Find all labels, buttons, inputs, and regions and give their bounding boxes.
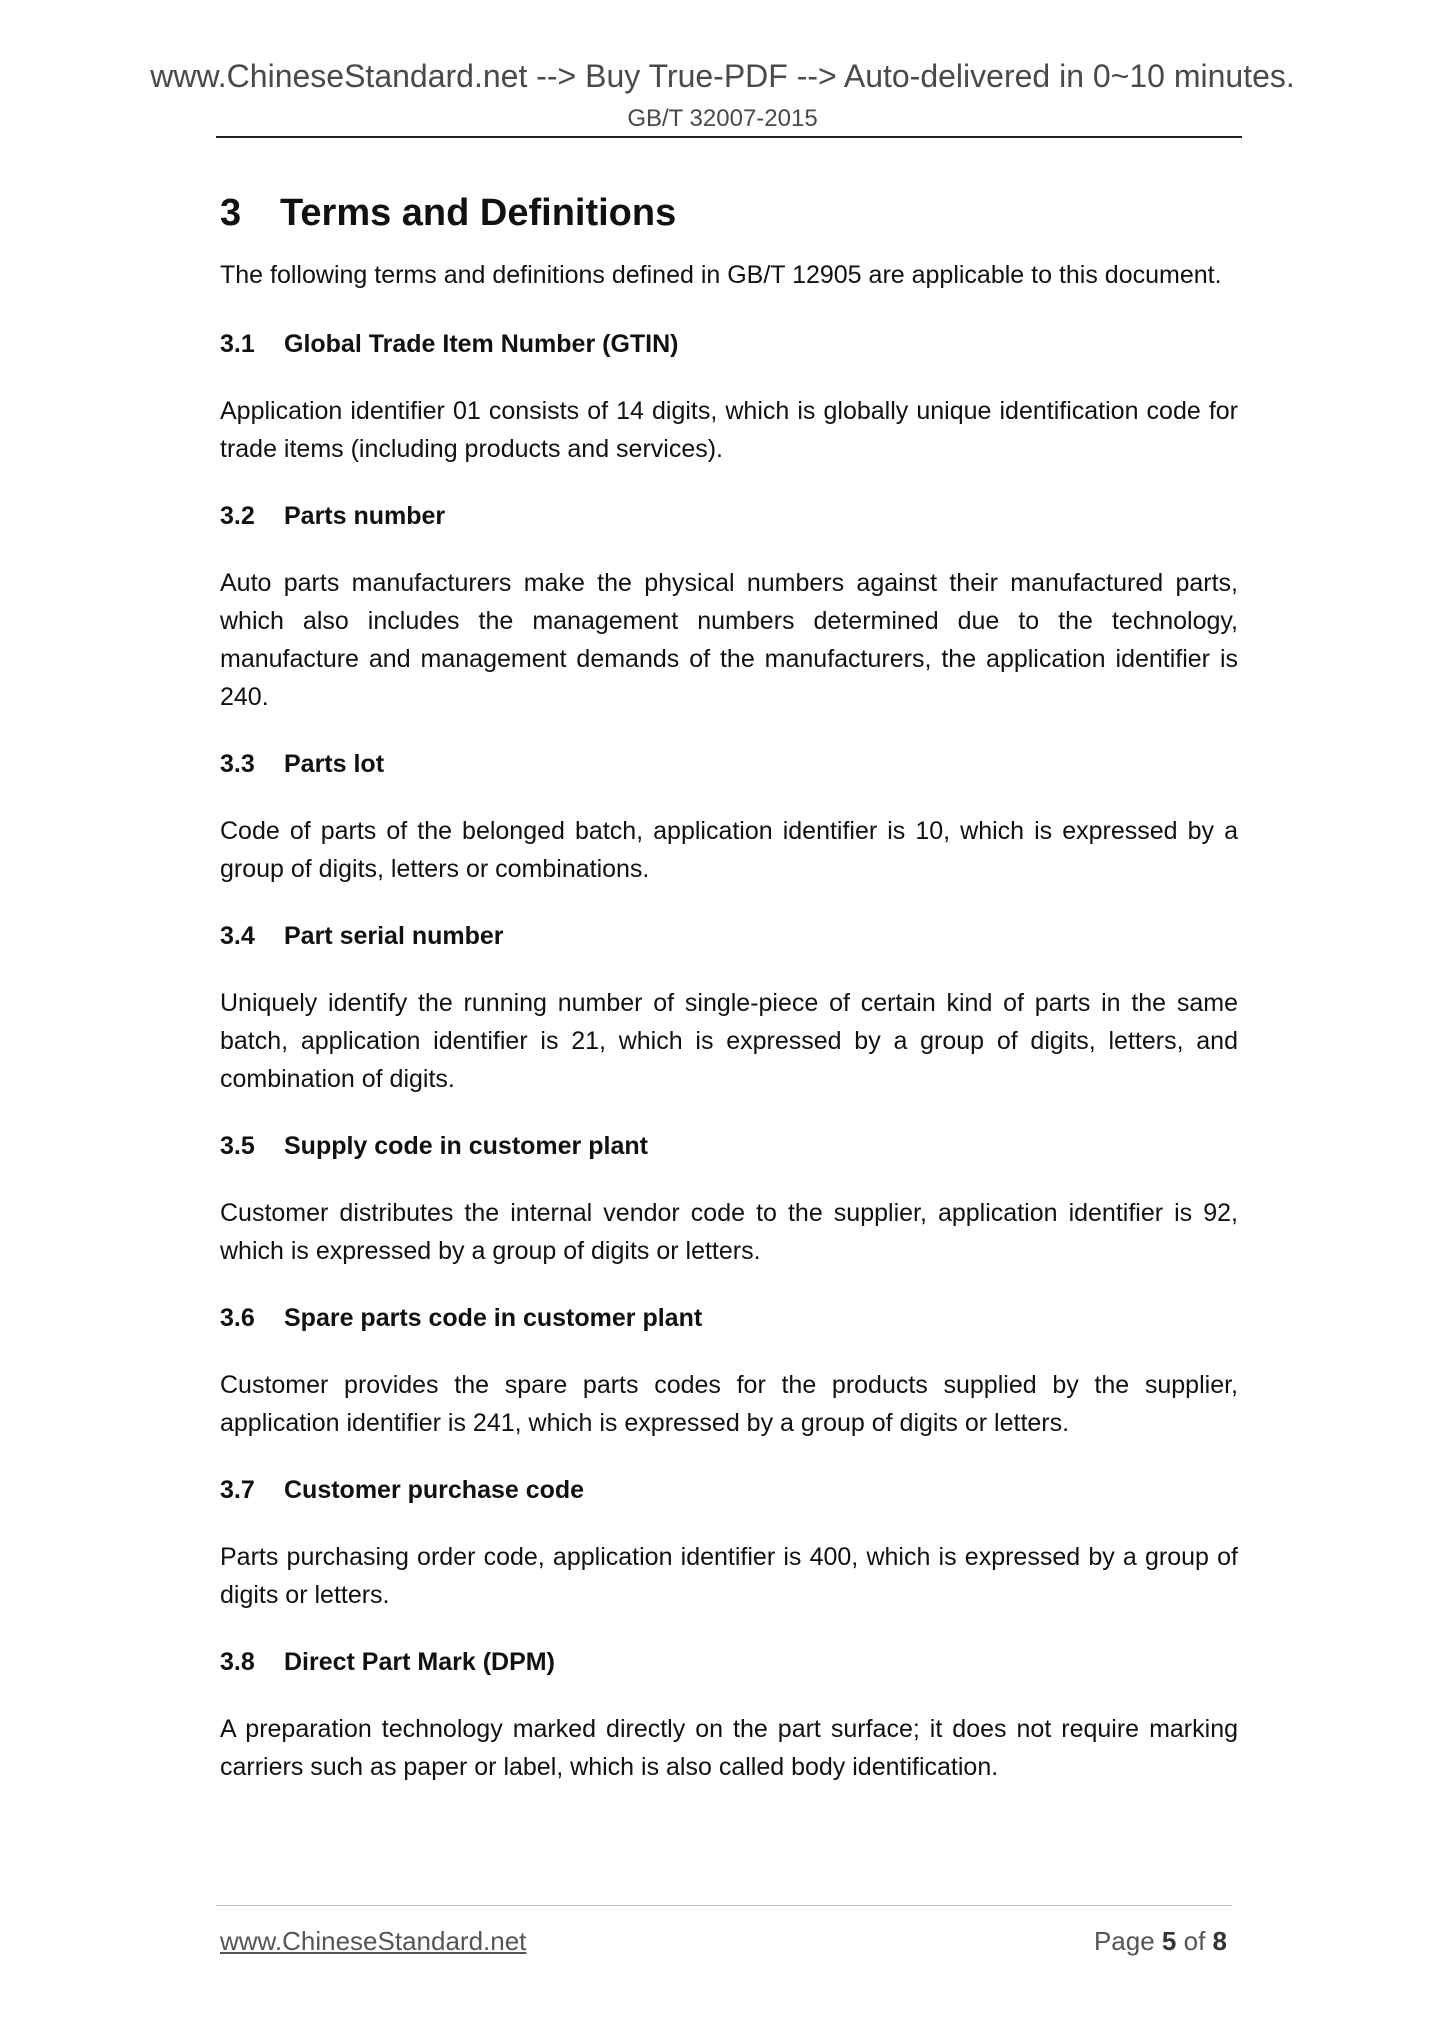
header-divider xyxy=(216,136,1242,138)
term-heading xyxy=(220,1127,1238,1165)
term-number: 3.5 xyxy=(220,1132,255,1160)
term-title: Supply code in customer plant xyxy=(284,1132,648,1160)
term-definition: A preparation technology marked directly on the part surface; it does not require marking carriers such as paper or label, which is also called body identification. xyxy=(220,1715,1238,1781)
term-number: 3.7 xyxy=(220,1476,255,1504)
term-title: Customer purchase code xyxy=(284,1476,585,1504)
term-heading xyxy=(220,1299,1238,1337)
term-title: Parts number xyxy=(284,502,446,530)
term-definition: Customer distributes the internal vendor code to the supplier, application identifier is 92, which is expressed by a group of digits or letters. xyxy=(220,1199,1238,1265)
term-heading xyxy=(220,1643,1238,1681)
standard-id: GB/T 32007-2015 xyxy=(627,105,818,132)
section-title xyxy=(220,190,1238,236)
term-title: Parts lot xyxy=(284,750,385,778)
term-heading xyxy=(220,917,1238,955)
page-of: of xyxy=(1183,1926,1206,1956)
header-banner: www.ChineseStandard.net --> Buy True-PDF --> Auto-delivered in 0~10 minutes. xyxy=(150,58,1295,94)
page-current: 5 xyxy=(1161,1926,1177,1956)
term-number: 3.1 xyxy=(220,330,255,358)
term-number: 3.6 xyxy=(220,1304,255,1332)
page-indicator xyxy=(1094,1924,1227,1958)
term-number: 3.2 xyxy=(220,502,255,530)
section-number: 3 xyxy=(220,192,242,234)
term-heading xyxy=(220,497,1238,535)
term-definition: Customer provides the spare parts codes for the products supplied by the supplier, application identifier is 241, which is expressed by a group of digits or letters. xyxy=(220,1371,1238,1437)
section-intro: The following terms and definitions defined in GB/T 12905 are applicable to this document. xyxy=(220,261,1222,289)
term-definition: Code of parts of the belonged batch, application identifier is 10, which is expressed by a group of digits, letters or combinations. xyxy=(220,817,1238,883)
term-definition: Auto parts manufacturers make the physical numbers against their manufactured parts, which also includes the management numbers determined due to the technology, manufacture and management demands of the manufacturers, the application identifier is 240. xyxy=(220,569,1238,711)
term-title: Spare parts code in customer plant xyxy=(284,1304,703,1332)
term-heading xyxy=(220,1471,1238,1509)
page-prefix: Page xyxy=(1093,1926,1155,1956)
page-total: 8 xyxy=(1212,1926,1227,1956)
term-number: 3.8 xyxy=(220,1648,255,1676)
page-content xyxy=(220,190,1238,1815)
term-title: Part serial number xyxy=(284,922,504,950)
term-title: Global Trade Item Number (GTIN) xyxy=(284,330,679,358)
footer-site-link[interactable]: www.ChineseStandard.net xyxy=(220,1926,527,1956)
term-definition: Parts purchasing order code, application identifier is 400, which is expressed by a group of digits or letters. xyxy=(220,1543,1238,1609)
term-heading xyxy=(220,745,1238,783)
term-number: 3.3 xyxy=(220,750,255,778)
term-definition: Uniquely identify the running number of single-piece of certain kind of parts in the same batch, application identifier is 21, which is expressed by a group of digits, letters, and combination of digits. xyxy=(220,989,1238,1093)
footer-divider xyxy=(216,1905,1232,1906)
term-title: Direct Part Mark (DPM) xyxy=(284,1648,555,1676)
term-number: 3.4 xyxy=(220,922,255,950)
term-definition: Application identifier 01 consists of 14 digits, which is globally unique identification code for trade items (including products and services). xyxy=(220,397,1238,463)
section-title-text: Terms and Definitions xyxy=(280,192,677,234)
term-heading xyxy=(220,325,1238,363)
